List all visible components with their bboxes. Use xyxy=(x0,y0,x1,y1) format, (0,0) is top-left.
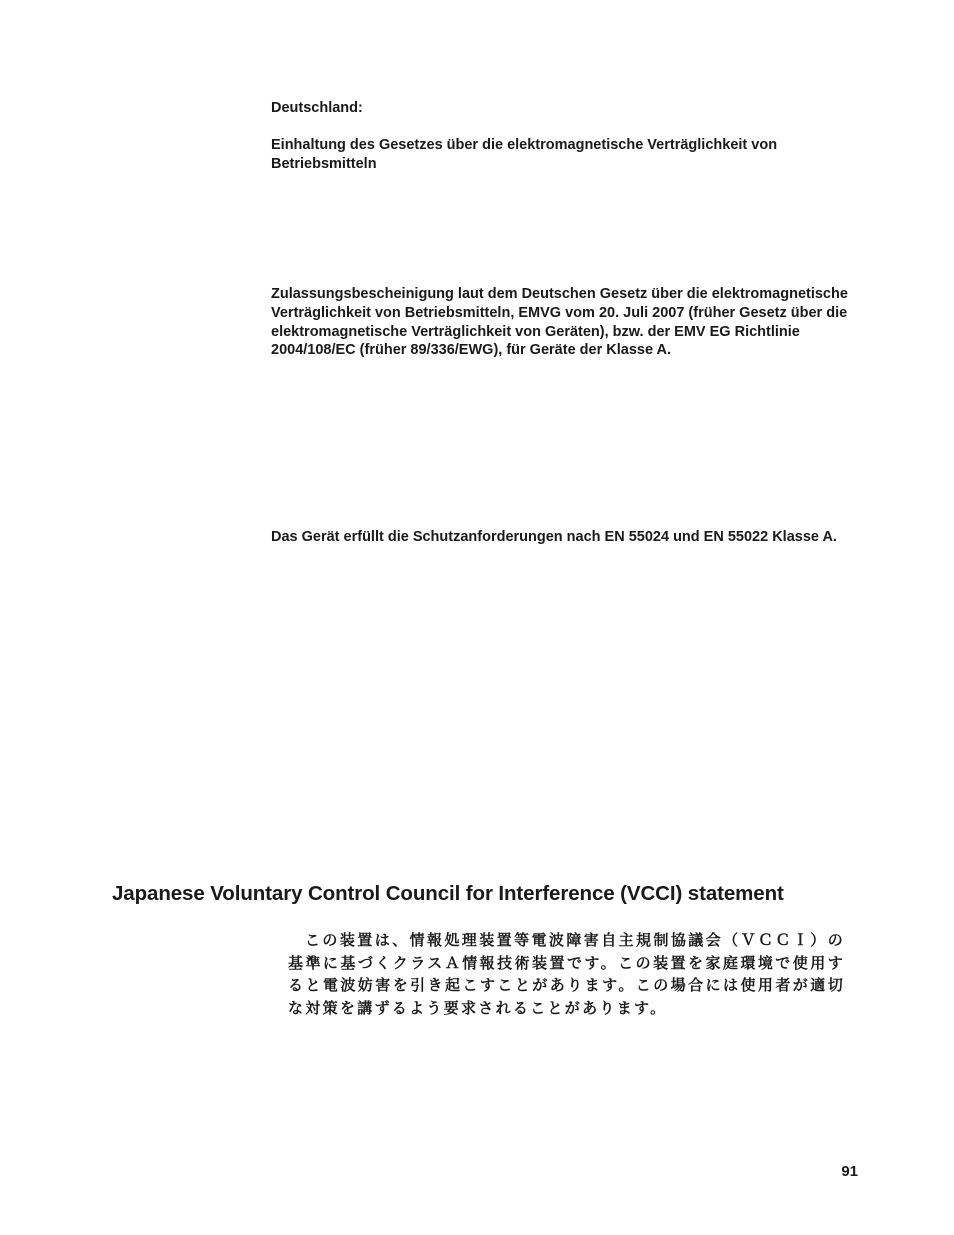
certificate-paragraph: Zulassungsbescheinigung laut dem Deutschen Gesetz über die elektromagnetische Verträglichkeit von Betriebsmitteln, EMVG vom 20. Juli 2007 (früher Gesetz über die elektromagnetische Verträglichkeit von Geräten), bzw. der EMV EG Richtlinie 2004/108/EC (früher 89/336/EWG), für Geräte der Klasse A. xyxy=(271,286,848,359)
compliance-title: Einhaltung des Gesetzes über die elektromagnetische Verträglichkeit von Betriebsmitteln xyxy=(271,137,778,172)
vcci-section-heading: Japanese Voluntary Control Council for Interference (VCCI) statement xyxy=(112,882,784,905)
page-number: 91 xyxy=(841,1163,858,1180)
vcci-statement-text: この装置は、情報処理装置等電波障害自主規制協議会（ＶＣＣＩ）の基準に基づくクラスＡ情報技術装置です。この装置を家庭環境で使用すると電波妨害を引き起こすことがあります。この場合には使用者が適切な対策を講ずるよう要求されることがあります。 xyxy=(288,931,845,1018)
protection-paragraph: Das Gerät erfüllt die Schutzanforderungen nach EN 55024 und EN 55022 Klasse A. xyxy=(271,529,837,545)
country-label: Deutschland: xyxy=(271,100,363,116)
